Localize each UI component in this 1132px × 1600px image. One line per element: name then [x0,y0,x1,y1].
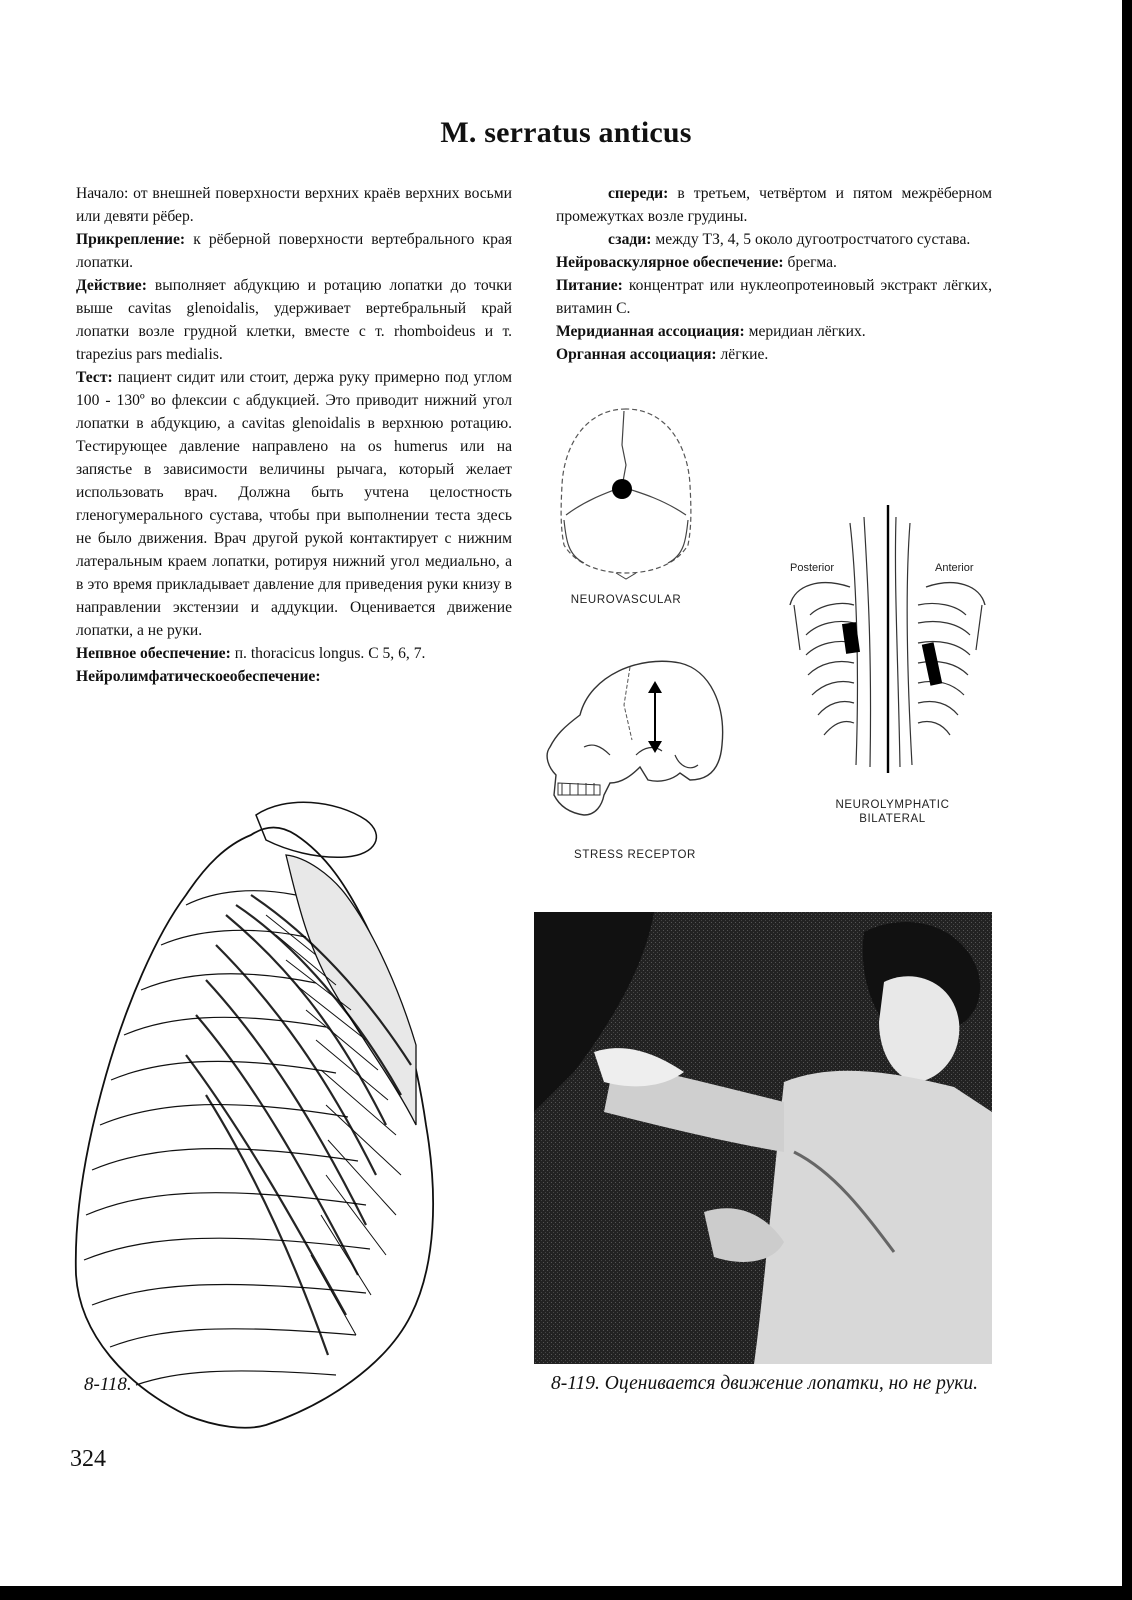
neurovascular-label: NEUROVASCULAR [570,594,682,606]
action-paragraph: Действие: выполняет абдукцию и ротацию лопатки до точки выше cavitas glenoidalis, удерживает вертебральный край лопатки возле грудной клетки, вместе с т. rhomboideus и т. trapezius pars medialis. [76,277,512,363]
left-text-column [76,182,512,688]
page-number: 324 [70,1446,106,1472]
neurolymphatic-label-line2: BILATERAL [859,813,926,825]
organ-paragraph: Органная ассоциация: лёгкие. [556,346,769,363]
muscle-test-photo [534,912,992,1364]
page-title: M. serratus anticus [440,116,692,149]
nutrition-paragraph: Питание: концентрат или нуклеопротеиновый экстракт лёгких, витамин С. [556,277,992,317]
figure-119-caption: 8-119. Оценивается движение лопатки, но не руки. [551,1373,979,1394]
neurolymphatic-ribcage-illustration [780,505,995,775]
bregma-point [612,479,632,499]
skull-side-view-illustration [540,655,730,830]
right-text-column [556,182,992,366]
test-paragraph: Тест: пациент сидит или стоит, держа руку примерно под углом 100 - 130º во флексии с абдукцией. Это приводит нижний угол лопатки в абдукцию, а cavitas glenoidalis в верхнюю ротацию. Тестирующее давление направлено на os humerus или на запястье в зависимости величины рычага, который желает использовать врач. Должна быть учтена целостность гленогумерального сустава, чтобы при выполнении теста здесь не было движения. Врач другой рукой контактирует с нижним латеральным краем лопатки, ротируя нижний угол медиально, а в это время прикладывает давление для приведения руки книзу в направлении экстензии и аддукции. Оценивается движение лопатки, а не руки. [76,369,512,639]
scan-bottom-edge [0,1586,1132,1600]
neurovascular-paragraph: Нейроваскулярное обеспечение: брегма. [556,254,837,271]
scan-right-edge [1122,0,1132,1600]
figure-118-label: 8-118. [84,1374,132,1395]
posterior-paragraph: сзади: между ТЗ, 4, 5 около дугоотростчатого сустава. [608,231,971,248]
serratus-anterior-muscle-illustration [66,795,466,1435]
origin-paragraph: Начало: от внешней поверхности верхних краёв верхних восьми или девяти рёбер. [76,185,512,225]
stress-receptor-label: STRESS RECEPTOR [574,849,696,861]
anterior-paragraph: спереди: в третьем, четвёртом и пятом межрёберном промежутках возле грудины. [556,185,992,225]
neurolymphatic-heading: Нейролимфатическоеобеспечение: [76,668,321,685]
nerve-supply-paragraph: Непвное обеспечение: п. thoracicus longus. С 5, 6, 7. [76,645,426,662]
insertion-paragraph: Прикрепление: к рёберной поверхности вертебрального края лопатки. [76,231,512,271]
anterior-label: Anterior [935,562,974,574]
meridian-paragraph: Меридианная ассоциация: меридиан лёгких. [556,323,866,340]
posterior-label: Posterior [790,562,835,574]
skull-top-view-illustration [556,405,696,580]
neurolymphatic-label-line1: NEUROLYMPHATIC [835,799,950,811]
